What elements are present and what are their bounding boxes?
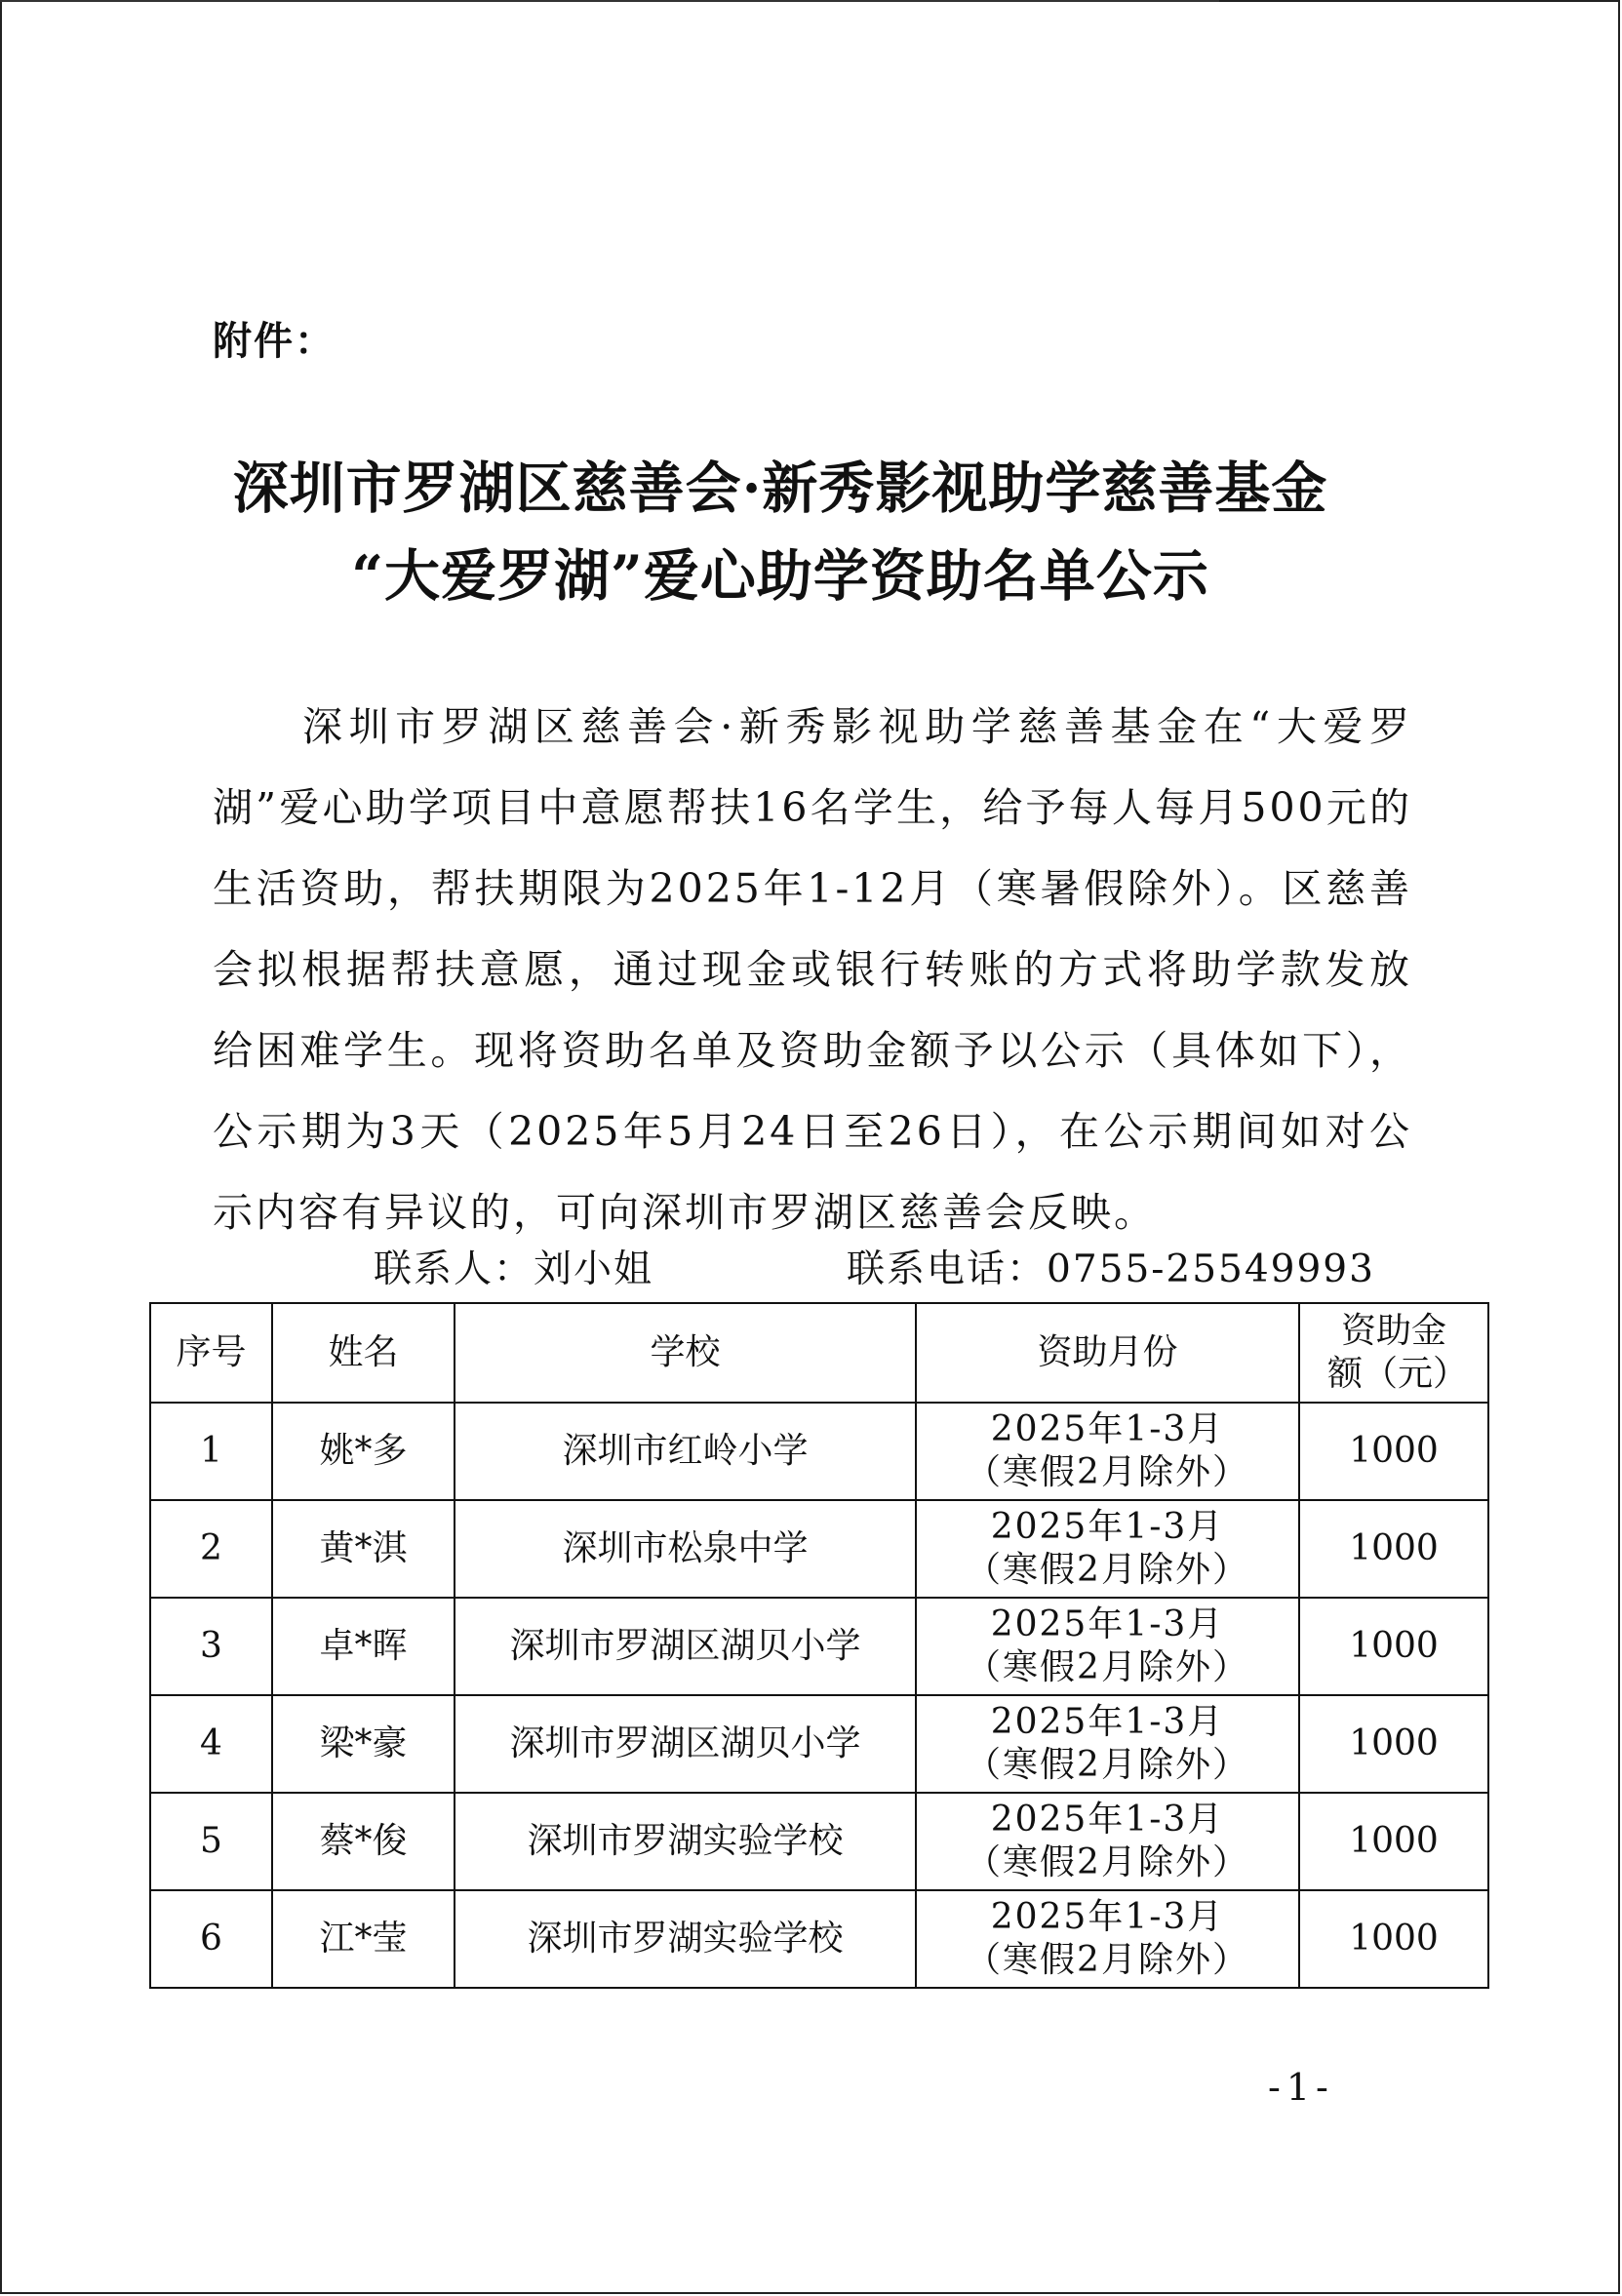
- row-month: [916, 1598, 1299, 1695]
- row-name: 蔡*俊: [272, 1793, 455, 1890]
- funding-table: [149, 1302, 1489, 1989]
- row-month: [916, 1500, 1299, 1598]
- attachment-label: 附件：: [213, 319, 336, 364]
- top-rule: [0, 0, 1219, 2]
- row-name: 姚*多: [272, 1403, 455, 1500]
- header-amount: 资助金额（元）: [1299, 1303, 1488, 1403]
- row-school: 深圳市罗湖实验学校: [455, 1890, 916, 1988]
- row-no: 5: [150, 1793, 272, 1890]
- row-month-line1: 2025年1-3月: [990, 1409, 1225, 1449]
- header-name: 姓名: [272, 1303, 455, 1403]
- row-month-line2: （寒假2月除外）: [966, 1452, 1249, 1492]
- table-row: [150, 1890, 1488, 1988]
- table-row: [150, 1598, 1488, 1695]
- header-school: 学校: [455, 1303, 916, 1403]
- table-row: [150, 1500, 1488, 1598]
- notice-body: 深圳市罗湖区慈善会·新秀影视助学慈善基金在“大爱罗湖”爱心助学项目中意愿帮扶16名学生，给予每人每月500元的生活资助，帮扶期限为2025年1-12月（寒暑假除外）。区慈善会拟根据帮扶意愿，通过现金或银行转账的方式将助学款发放给困难学生。现将资助名单及资助金额予以公示（具体如下），公示期为3天（2025年5月24日至26日），在公示期间如对公示内容有异议的，可向深圳市罗湖区慈善会反映。: [213, 703, 1412, 1236]
- contact-person: 联系人：刘小姐: [374, 1247, 654, 1291]
- row-amount: 1000: [1299, 1695, 1488, 1793]
- row-amount: 1000: [1299, 1403, 1488, 1500]
- page-number: -1-: [1268, 2066, 1334, 2109]
- row-month-line1: 2025年1-3月: [990, 1800, 1225, 1840]
- row-amount: 1000: [1299, 1500, 1488, 1598]
- row-name: 梁*豪: [272, 1695, 455, 1793]
- table-row: [150, 1793, 1488, 1890]
- row-month-line2: （寒假2月除外）: [966, 1550, 1249, 1590]
- row-month: [916, 1890, 1299, 1988]
- row-month-line2: （寒假2月除外）: [966, 1842, 1249, 1882]
- table-row: [150, 1403, 1488, 1500]
- row-no: 1: [150, 1403, 272, 1500]
- row-no: 6: [150, 1890, 272, 1988]
- row-school: 深圳市松泉中学: [455, 1500, 916, 1598]
- row-month-line2: （寒假2月除外）: [966, 1940, 1249, 1980]
- table-row: [150, 1695, 1488, 1793]
- row-month-line2: （寒假2月除外）: [966, 1745, 1249, 1785]
- row-name: 黄*淇: [272, 1500, 455, 1598]
- header-month: 资助月份: [916, 1303, 1299, 1403]
- row-amount: 1000: [1299, 1890, 1488, 1988]
- row-school: 深圳市罗湖区湖贝小学: [455, 1695, 916, 1793]
- title-line-2: “大爱罗湖”爱心助学资助名单公示: [351, 543, 1209, 609]
- title-line-1: 深圳市罗湖区慈善会·新秀影视助学慈善基金: [232, 455, 1328, 521]
- row-name: 江*莹: [272, 1890, 455, 1988]
- row-school: 深圳市罗湖区湖贝小学: [455, 1598, 916, 1695]
- row-amount: 1000: [1299, 1598, 1488, 1695]
- row-month: [916, 1695, 1299, 1793]
- contact-phone: 联系电话：0755-25549993: [847, 1247, 1375, 1291]
- row-month: [916, 1793, 1299, 1890]
- row-no: 3: [150, 1598, 272, 1695]
- row-school: 深圳市罗湖实验学校: [455, 1793, 916, 1890]
- row-school: 深圳市红岭小学: [455, 1403, 916, 1500]
- row-amount: 1000: [1299, 1793, 1488, 1890]
- row-no: 2: [150, 1500, 272, 1598]
- table-header-row: [150, 1303, 1488, 1403]
- row-month-line1: 2025年1-3月: [990, 1702, 1225, 1742]
- row-month-line1: 2025年1-3月: [990, 1507, 1225, 1547]
- header-no: 序号: [150, 1303, 272, 1403]
- row-name: 卓*晖: [272, 1598, 455, 1695]
- row-month: [916, 1403, 1299, 1500]
- row-month-line1: 2025年1-3月: [990, 1604, 1225, 1644]
- row-month-line2: （寒假2月除外）: [966, 1647, 1249, 1687]
- row-month-line1: 2025年1-3月: [990, 1897, 1225, 1937]
- row-no: 4: [150, 1695, 272, 1793]
